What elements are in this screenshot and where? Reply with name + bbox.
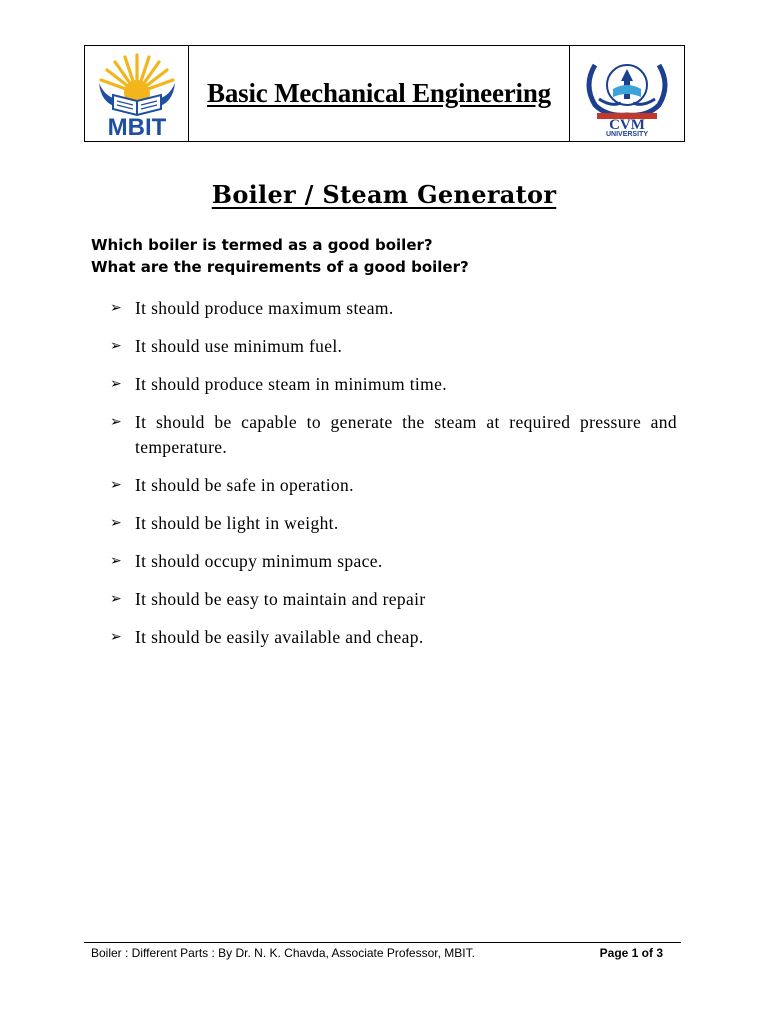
requirements-list [110,296,677,663]
document-header [84,45,685,142]
course-title-cell [189,46,570,141]
question-line: What are the requirements of a good boiler? [91,258,469,276]
arrow-bullet-icon: ➢ [110,629,123,645]
arrow-bullet-icon: ➢ [110,515,123,531]
arrow-bullet-icon: ➢ [110,338,123,354]
list-item-text: It should be capable to generate the steam at required pressure and temperature. [135,412,677,457]
list-item [110,334,677,359]
list-item [110,587,677,612]
list-item [110,410,677,460]
list-item-text: It should be easy to maintain and repair [135,589,426,609]
list-item [110,549,677,574]
footer-divider [84,942,681,943]
course-title: Basic Mechanical Engineering [207,78,551,108]
svg-text:MBIT: MBIT [107,113,166,139]
page-title: Boiler / Steam Generator [211,180,557,209]
page-footer [91,946,663,960]
list-item-text: It should be easily available and cheap. [135,627,424,647]
list-item [110,372,677,397]
list-item-text: It should occupy minimum space. [135,551,383,571]
right-logo-cell [570,46,684,141]
arrow-bullet-icon: ➢ [110,376,123,392]
cvm-university-logo-icon [577,51,677,137]
list-item-text: It should use minimum fuel. [135,336,343,356]
mbit-logo-icon [91,49,183,139]
footer-credit: Boiler : Different Parts : By Dr. N. K. Chavda, Associate Professor, MBIT. [91,946,475,960]
left-logo-cell [85,46,189,141]
list-item-text: It should be light in weight. [135,513,339,533]
svg-text:UNIVERSITY: UNIVERSITY [605,130,649,137]
list-item [110,296,677,321]
list-item-text: It should produce maximum steam. [135,298,394,318]
svg-text:CVM: CVM [609,116,645,133]
list-item-text: It should produce steam in minimum time. [135,374,447,394]
arrow-bullet-icon: ➢ [110,414,123,430]
list-item-text: It should be safe in operation. [135,475,354,495]
arrow-bullet-icon: ➢ [110,553,123,569]
question-line: Which boiler is termed as a good boiler? [91,236,433,254]
list-item [110,473,677,498]
list-item [110,625,677,650]
page-number: Page 1 of 3 [599,946,663,960]
question-block [91,234,469,278]
arrow-bullet-icon: ➢ [110,591,123,607]
arrow-bullet-icon: ➢ [110,300,123,316]
arrow-bullet-icon: ➢ [110,477,123,493]
list-item [110,511,677,536]
